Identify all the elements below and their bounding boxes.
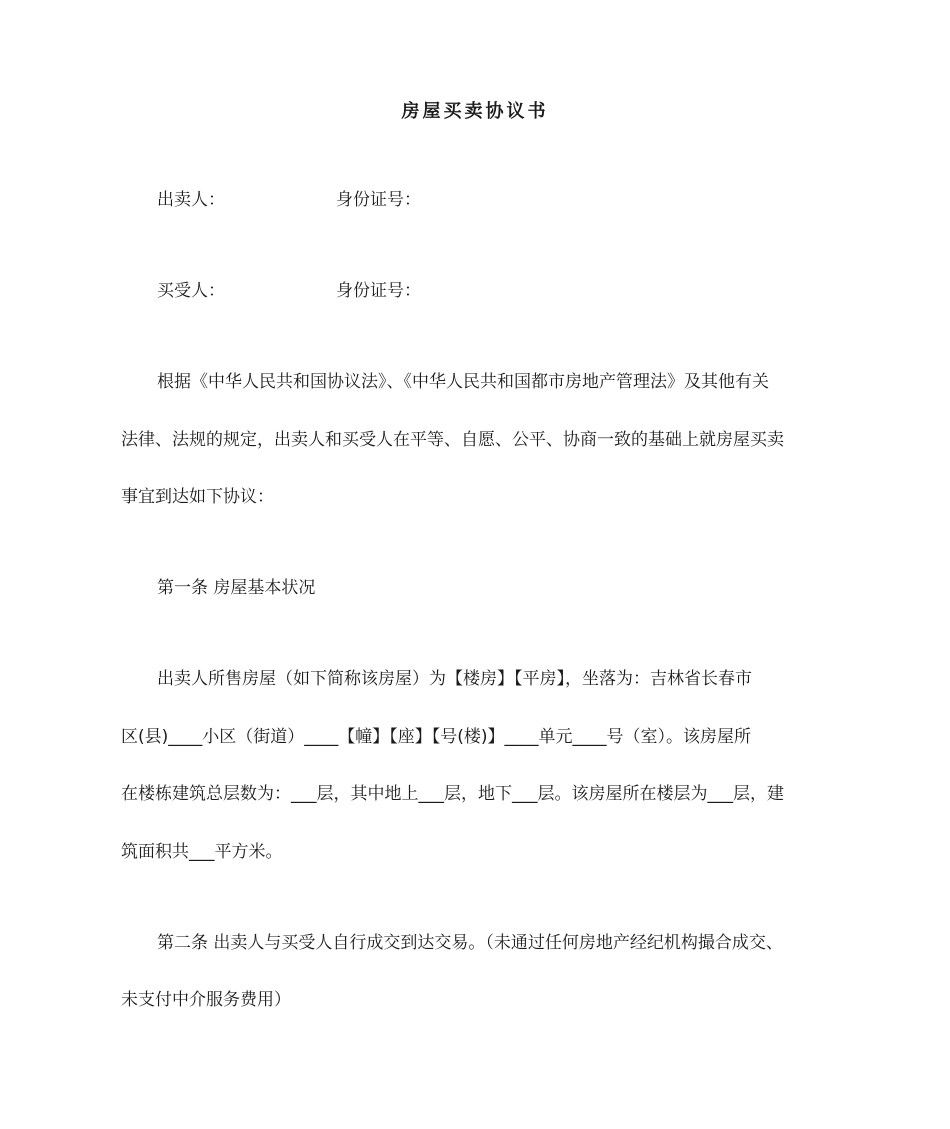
article-1-heading: 第一条 房屋基本状况 xyxy=(157,578,316,598)
document-title: 房屋买卖协议书 xyxy=(401,101,549,122)
article-1-line-4: 筑面积共___平方米。 xyxy=(121,842,283,862)
intro-line-1: 根据《中华人民共和国协议法》、《中华人民共和国都市房地产管理法》及其他有关 xyxy=(157,372,769,392)
article-1-line-1: 出卖人所售房屋（如下简称该房屋）为【楼房】【平房】，坐落为：吉林省长春市 xyxy=(157,669,752,689)
article-1-line-2: 区(县)____小区（街道）____【幢】【座】【号(楼)】____单元____号（室）。该房屋所 xyxy=(121,727,752,747)
article-2-line-1: 第二条 出卖人与买受人自行成交到达交易。（未通过任何房地产经纪机构撮合成交、 xyxy=(157,933,783,953)
intro-line-2: 法律、法规的规定，出卖人和买受人在平等、自愿、公平、协商一致的基础上就房屋买卖 xyxy=(121,430,784,450)
buyer-id-label: 身份证号： xyxy=(336,281,421,301)
article-2-line-2: 未支付中介服务费用） xyxy=(121,990,291,1010)
article-1-line-3: 在楼栋建筑总层数为：___层，其中地上___层，地下___层。该房屋所在楼层为___层，建 xyxy=(121,784,784,804)
seller-id-label: 身份证号： xyxy=(336,190,421,210)
buyer-label: 买受人： xyxy=(157,281,225,301)
seller-label: 出卖人： xyxy=(157,190,225,210)
intro-line-3: 事宜到达如下协议： xyxy=(121,487,274,507)
